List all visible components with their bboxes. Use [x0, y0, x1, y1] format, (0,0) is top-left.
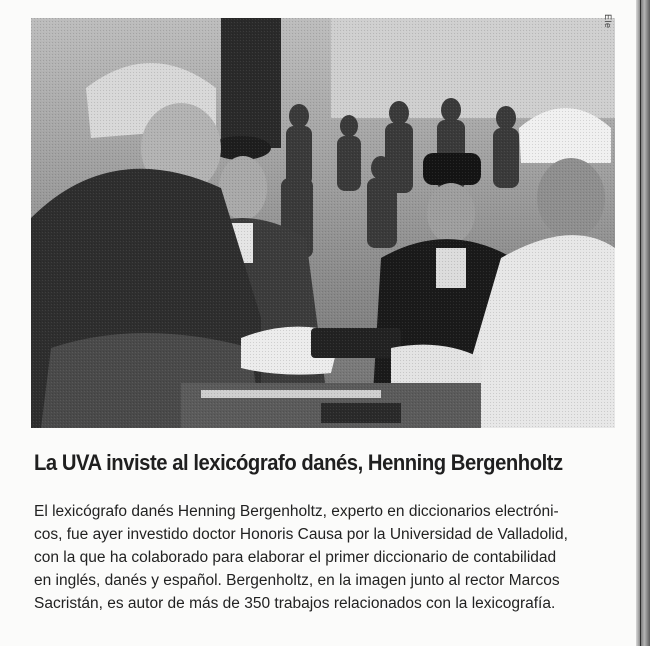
article-body-line: cos, fue ayer investido doctor Honoris Causa por la Universidad de Valladolid, — [34, 526, 568, 543]
article-body-line: en inglés, danés y español. Bergenholtz, en la imagen junto al rector Marcos — [34, 572, 560, 589]
article-body-line: con la que ha colaborado para elaborar el primer diccionario de contabilidad — [34, 549, 557, 566]
article-body — [34, 500, 614, 615]
article-body-line: Sacristán, es autor de más de 350 trabajos relacionados con la lexicografía. — [34, 595, 556, 612]
edge-fragment-text: Ele — [603, 14, 613, 29]
column-rule — [640, 0, 641, 646]
adjacent-page-edge — [636, 0, 650, 646]
article-headline: La UVA inviste al lexicógrafo danés, Henning Bergenholtz — [34, 450, 563, 475]
article-body-line: El lexicógrafo danés Henning Bergenholtz, experto en diccionarios electróni- — [34, 503, 559, 520]
ceremony-photo — [31, 18, 615, 428]
